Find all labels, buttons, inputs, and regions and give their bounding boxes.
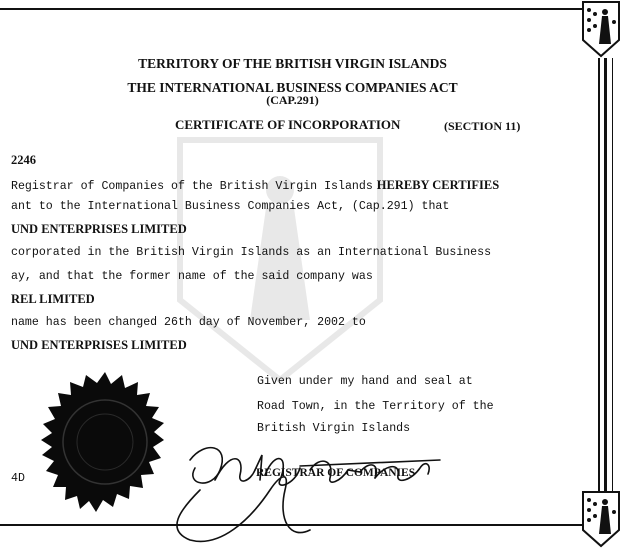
embossed-seal-icon <box>30 370 180 520</box>
hereby-certifies: HEREBY CERTIFIES <box>376 178 500 192</box>
cap-heading: (CAP.291) <box>266 93 319 107</box>
territory-heading: TERRITORY OF THE BRITISH VIRGIN ISLANDS <box>138 56 447 71</box>
former-name-line: ay, and that the former name of the said company was <box>11 270 373 283</box>
certify-line <box>11 176 499 194</box>
section-label: (SECTION 11) <box>444 119 521 133</box>
act-reference-line: ant to the International Business Companies Act, (Cap.291) that <box>11 200 450 213</box>
act-heading: THE INTERNATIONAL BUSINESS COMPANIES ACT <box>127 80 458 95</box>
company-name-new: UND ENTERPRISES LIMITED <box>11 222 187 236</box>
signature-icon <box>160 430 450 550</box>
bvi-crest-icon <box>581 490 621 548</box>
bvi-crest-icon <box>581 0 621 58</box>
certificate-title: CERTIFICATE OF INCORPORATION <box>175 117 401 132</box>
watermark-crest-icon <box>170 130 390 390</box>
certify-text: Registrar of Companies of the British Virgin Islands <box>11 180 373 193</box>
top-border-line <box>0 8 600 10</box>
registrar-title: REGISTRAR OF COMPANIES <box>256 467 416 479</box>
right-border-rule-thick <box>604 58 607 498</box>
company-name-new-2: UND ENTERPRISES LIMITED <box>11 338 187 352</box>
given-line-1: Given under my hand and seal at <box>257 375 473 388</box>
certificate-number: 2246 <box>11 153 36 167</box>
given-line-3: British Virgin Islands <box>257 422 411 435</box>
incorporated-line: corporated in the British Virgin Islands as an International Business <box>11 246 492 259</box>
right-border-rule-thin <box>612 58 613 498</box>
company-name-former: REL LIMITED <box>11 292 95 306</box>
given-line-2: Road Town, in the Territory of the <box>257 400 494 413</box>
right-border-rule <box>598 58 600 498</box>
name-change-line: name has been changed 26th day of November, 2002 to <box>11 316 366 329</box>
reference-code: 4D <box>11 472 25 485</box>
